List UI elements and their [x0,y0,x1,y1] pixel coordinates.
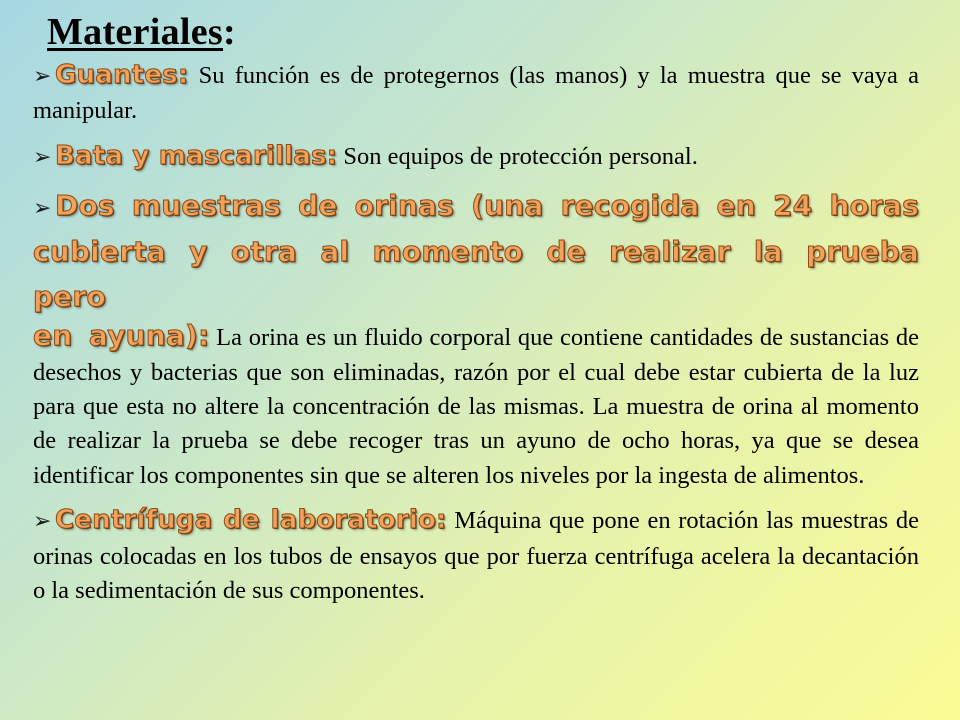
item-description: Son equipos de protección personal. [337,142,698,170]
slide-title-text: Materiales [47,11,224,53]
slide-title [47,8,236,56]
item-body [33,321,919,493]
list-item-guantes [33,58,919,129]
item-heading: Centrífuga de laboratorio: [55,505,447,536]
list-item-muestras-orina [33,185,919,493]
item-description: La orina es un fluido corporal que contiene cantidades de sustancias de desechos y bacterias que son eliminadas, razón por el cual debe estar cubierta de la luz para que esta no altere la concentración de las mismas. La muestra de orina al momento de realizar la prueba se debe recoger tras un ayuno de ocho horas, ya que se desea identificar los componentes sin que se alteren los niveles por la ingesta de alimentos. [33,324,920,489]
item-heading-line-3: en ayuna): [33,319,210,353]
item-heading-line-2: cubierta y otra al momento de realizar la prueba pero [33,235,919,314]
list-item-bata [33,139,919,175]
item-heading-line-1: ➢ Dos muestras de orinas (una recogida en 24 horas [33,185,919,231]
item-heading: Bata y mascarillas: [55,140,338,171]
item-description: Su función es de protegernos (las manos) y la muestra que se vaya a manipular. [33,62,919,125]
arrowhead-bullet-icon: ➢ [33,196,52,222]
slide-title-colon: : [223,11,236,53]
materials-list [33,58,919,608]
item-heading: Guantes: [55,60,189,90]
list-item-centrifuga [33,503,919,608]
arrowhead-bullet-icon: ➢ [33,144,52,170]
arrowhead-bullet-icon: ➢ [33,64,52,89]
item-description: Máquina que pone en rotación las muestras de orinas colocadas en los tubos de ensayos que por fuerza centrífuga acelera la decantación o la sedimentación de sus componentes. [33,507,920,605]
arrowhead-bullet-icon: ➢ [33,509,52,535]
